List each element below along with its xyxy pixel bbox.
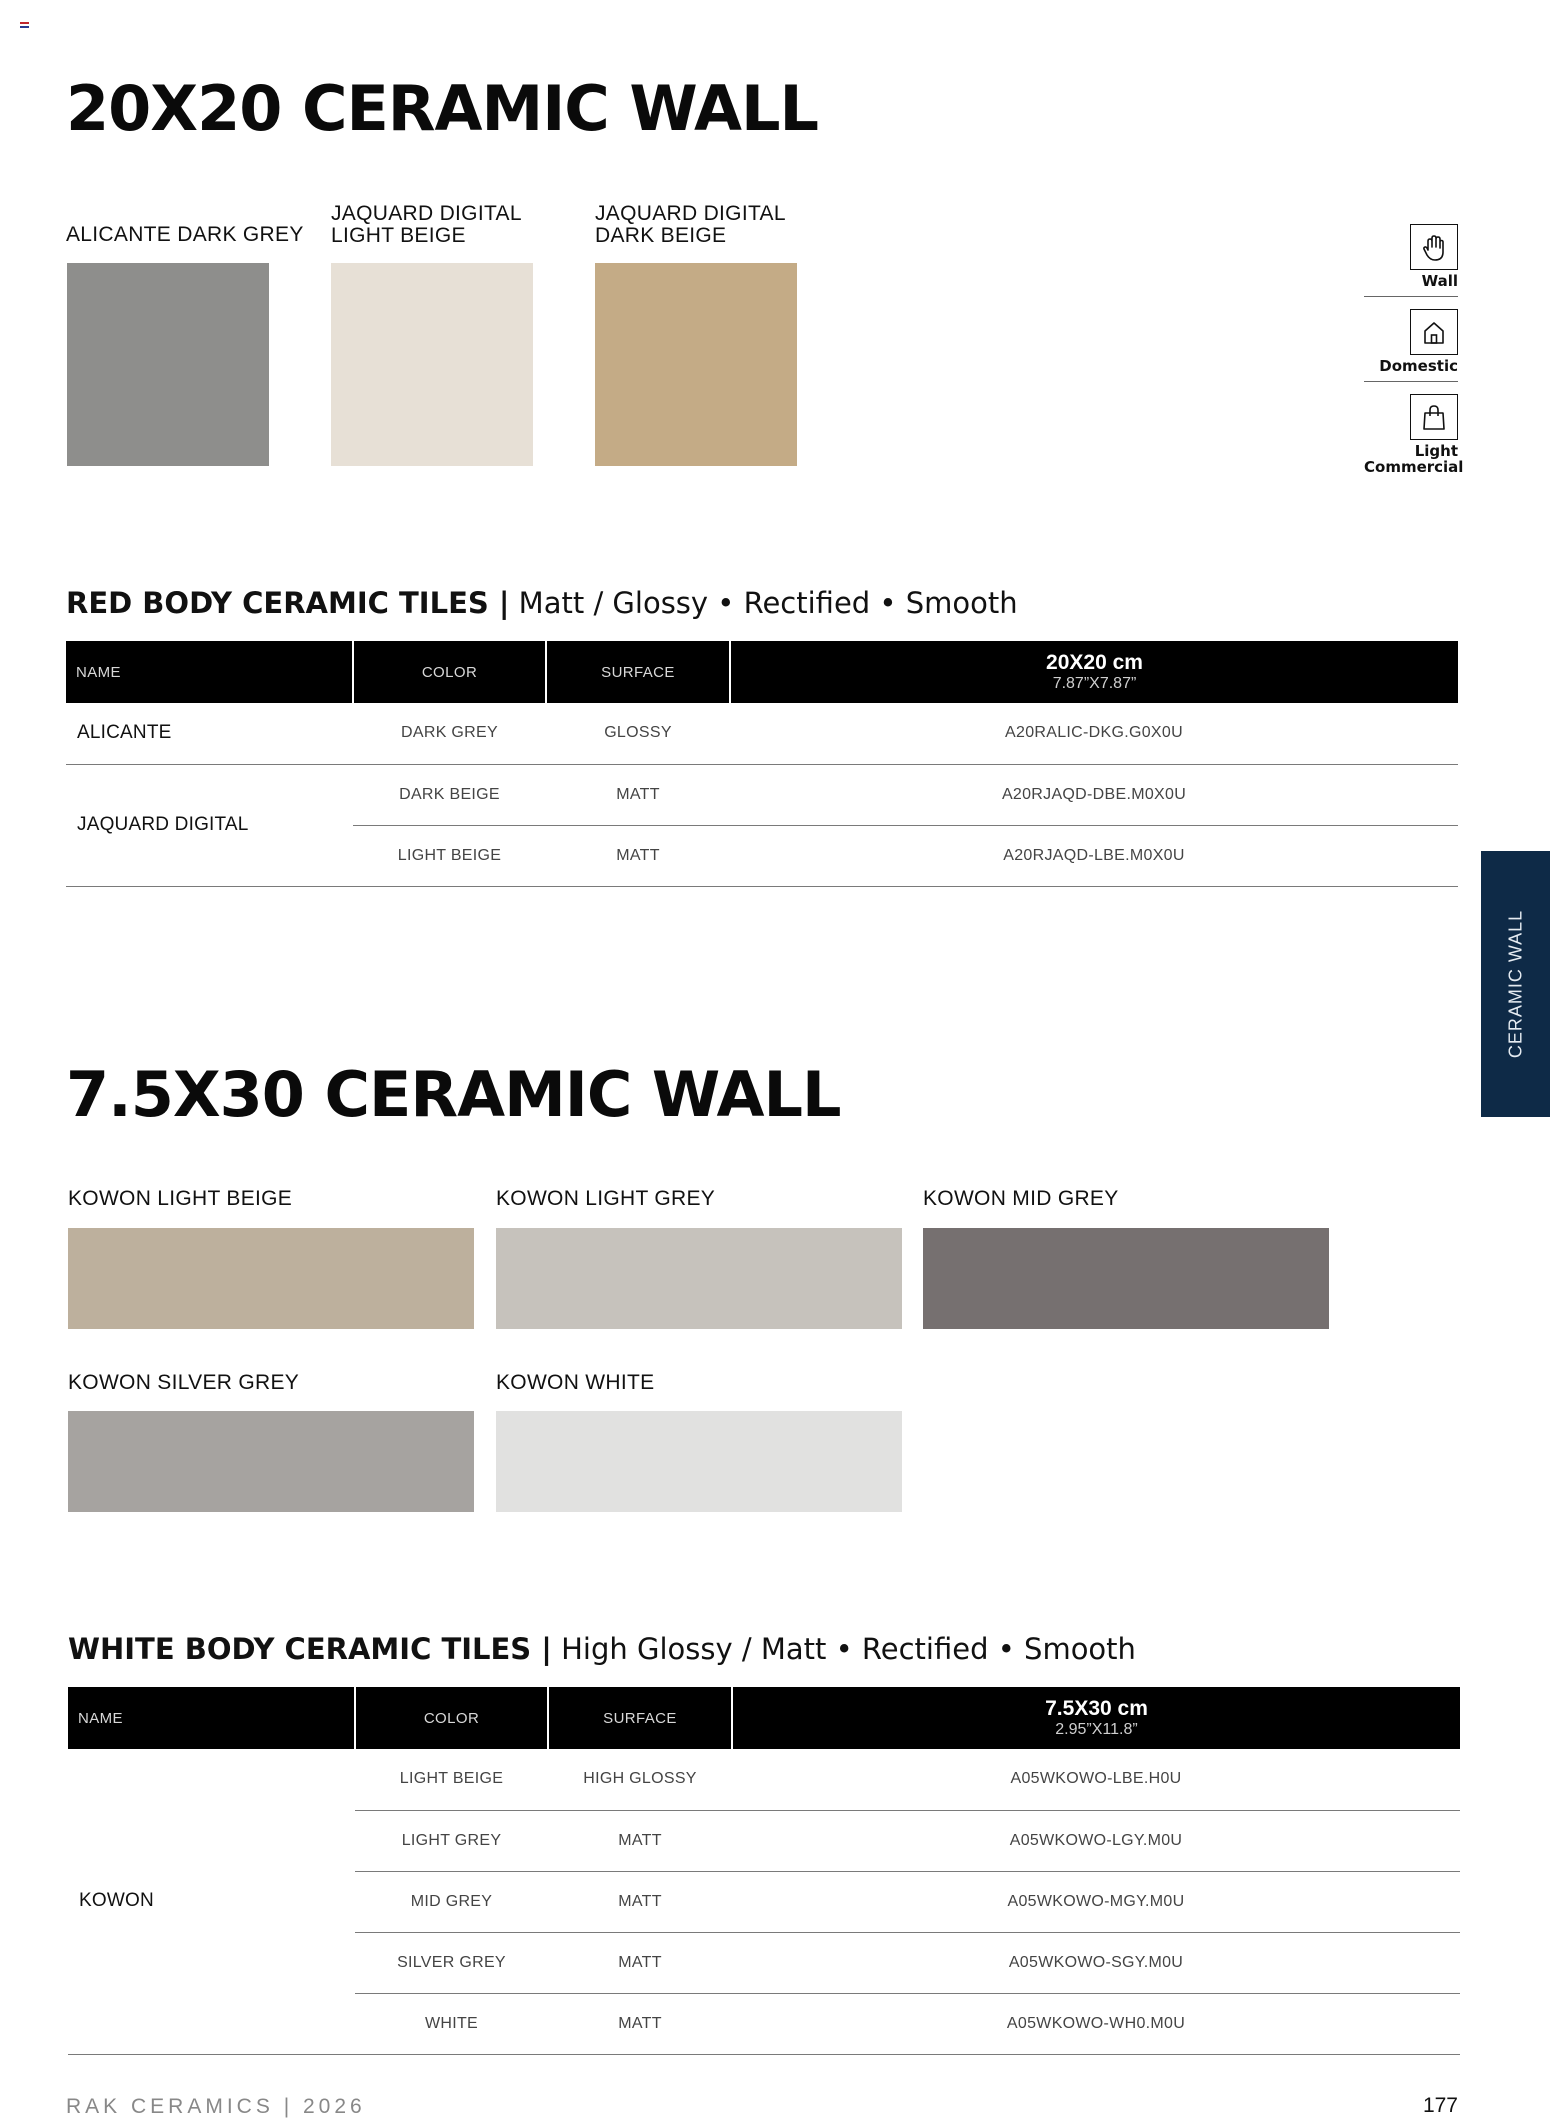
swatch-label-kowon-silver-grey: KOWON SILVER GREY bbox=[68, 1371, 300, 1394]
usage-divider bbox=[1364, 296, 1458, 297]
spec-table-7x30 bbox=[68, 1687, 1460, 2055]
code-cell: A05WKOWO-LGY.M0U bbox=[732, 1810, 1460, 1871]
header-surface: SURFACE bbox=[548, 1687, 732, 1749]
surface-cell: HIGH GLOSSY bbox=[583, 1770, 697, 1788]
footer-brand: RAK CERAMICS | 2026 bbox=[66, 2095, 366, 2118]
code-cell: A05WKOWO-SGY.M0U bbox=[732, 1932, 1460, 1993]
flag-stripe-blue bbox=[20, 26, 29, 28]
product-name: ALICANTE bbox=[77, 722, 172, 744]
header-name: NAME bbox=[66, 641, 353, 703]
swatch-kowon-mid-grey bbox=[923, 1228, 1329, 1329]
color-cell: LIGHT BEIGE bbox=[353, 825, 546, 886]
swatch-label-kowon-light-grey: KOWON LIGHT GREY bbox=[496, 1187, 716, 1210]
surface-cell: MATT bbox=[548, 1871, 732, 1932]
swatch-label-line: JAQUARD DIGITAL bbox=[331, 202, 522, 225]
code-cell: A05WKOWO-WH0.M0U bbox=[732, 1993, 1460, 2054]
header-size-imperial: 7.87”X7.87” bbox=[1052, 675, 1137, 692]
header-size bbox=[732, 1687, 1460, 1749]
page-number: 177 bbox=[1422, 2094, 1458, 2117]
section2-heading bbox=[68, 1632, 1136, 1666]
color-cell: MID GREY bbox=[355, 1871, 548, 1932]
table-row bbox=[66, 703, 1458, 764]
swatch-kowon-light-grey bbox=[496, 1228, 902, 1329]
usage-wall bbox=[1364, 224, 1458, 289]
surface-cell: MATT bbox=[546, 764, 730, 825]
section1-heading-bold: RED BODY CERAMIC TILES | bbox=[66, 586, 510, 620]
usage-divider bbox=[1364, 381, 1458, 382]
swatch-label-line: DARK BEIGE bbox=[595, 224, 727, 247]
usage-label-light: Light bbox=[1414, 442, 1458, 460]
code-cell: A05WKOWO-MGY.M0U bbox=[732, 1871, 1460, 1932]
header-size-metric: 20X20 cm bbox=[1046, 651, 1143, 674]
swatch-label-kowon-light-beige: KOWON LIGHT BEIGE bbox=[68, 1187, 293, 1210]
swatch-label-kowon-white: KOWON WHITE bbox=[496, 1371, 655, 1394]
surface-cell: MATT bbox=[546, 825, 730, 886]
header-color: COLOR bbox=[355, 1687, 548, 1749]
color-cell: LIGHT BEIGE bbox=[399, 1770, 504, 1788]
swatch-label-line: ALICANTE DARK GREY bbox=[66, 223, 304, 246]
section2-title: 7.5X30 CERAMIC WALL bbox=[66, 1058, 841, 1131]
color-cell: LIGHT GREY bbox=[355, 1810, 548, 1871]
swatch-jaquard-light-beige bbox=[331, 263, 533, 466]
header-name: NAME bbox=[68, 1687, 355, 1749]
product-name: JAQUARD DIGITAL bbox=[66, 764, 353, 886]
code-cell: A20RALIC-DKG.G0X0U bbox=[1005, 724, 1183, 742]
swatch-kowon-silver-grey bbox=[68, 1411, 474, 1512]
usage-light-commercial bbox=[1364, 394, 1464, 476]
color-cell: DARK GREY bbox=[401, 724, 498, 742]
side-tab-ceramic-wall bbox=[1481, 851, 1550, 1117]
code-cell: A05WKOWO-LBE.H0U bbox=[1010, 1770, 1182, 1788]
header-surface: SURFACE bbox=[546, 641, 730, 703]
swatch-label-line: LIGHT BEIGE bbox=[331, 224, 466, 247]
swatch-label-alicante-dark-grey bbox=[66, 224, 304, 246]
surface-cell: MATT bbox=[548, 1993, 732, 2054]
section1-heading-light: Matt / Glossy • Rectified • Smooth bbox=[509, 586, 1018, 620]
table-header-row bbox=[68, 1687, 1460, 1749]
swatch-label-jaquard-light-beige bbox=[331, 203, 522, 247]
surface-cell: MATT bbox=[548, 1932, 732, 1993]
usage-label-wall: Wall bbox=[1421, 272, 1458, 290]
swatch-alicante-dark-grey bbox=[67, 263, 269, 466]
header-size-metric: 7.5X30 cm bbox=[1045, 1697, 1148, 1720]
code-cell: A20RJAQD-LBE.M0X0U bbox=[730, 825, 1458, 886]
table-row bbox=[66, 764, 1458, 825]
header-color: COLOR bbox=[353, 641, 546, 703]
section1-title: 20X20 CERAMIC WALL bbox=[66, 72, 818, 145]
swatch-kowon-light-beige bbox=[68, 1228, 474, 1329]
color-cell: WHITE bbox=[355, 1993, 548, 2054]
hand-icon bbox=[1410, 224, 1458, 270]
swatch-label-kowon-mid-grey: KOWON MID GREY bbox=[923, 1187, 1119, 1210]
header-size-imperial: 2.95”X11.8” bbox=[1055, 1721, 1138, 1738]
usage-label-commercial: Commercial bbox=[1364, 458, 1464, 476]
section1-heading bbox=[66, 586, 1018, 620]
color-cell: DARK BEIGE bbox=[353, 764, 546, 825]
surface-cell: MATT bbox=[548, 1810, 732, 1871]
house-icon bbox=[1410, 309, 1458, 355]
section2-heading-bold: WHITE BODY CERAMIC TILES | bbox=[68, 1632, 552, 1666]
side-tab-label: CERAMIC WALL bbox=[1505, 909, 1525, 1059]
surface-cell: GLOSSY bbox=[604, 724, 672, 742]
header-size bbox=[730, 641, 1458, 703]
product-name: KOWON bbox=[68, 1749, 355, 2054]
code-cell: A20RJAQD-DBE.M0X0U bbox=[730, 764, 1458, 825]
spec-table-20x20 bbox=[66, 641, 1458, 887]
table-header-row bbox=[66, 641, 1458, 703]
swatch-label-jaquard-dark-beige bbox=[595, 203, 786, 247]
swatch-jaquard-dark-beige bbox=[595, 263, 797, 466]
table-row bbox=[68, 1749, 1460, 1810]
swatch-kowon-white bbox=[496, 1411, 902, 1512]
flag-icon bbox=[20, 22, 29, 28]
usage-domestic bbox=[1364, 309, 1458, 374]
section2-heading-light: High Glossy / Matt • Rectified • Smooth bbox=[551, 1632, 1136, 1666]
shopping-bag-icon bbox=[1410, 394, 1458, 440]
color-cell: SILVER GREY bbox=[355, 1932, 548, 1993]
usage-label-domestic: Domestic bbox=[1379, 357, 1458, 375]
swatch-label-line: JAQUARD DIGITAL bbox=[595, 202, 786, 225]
